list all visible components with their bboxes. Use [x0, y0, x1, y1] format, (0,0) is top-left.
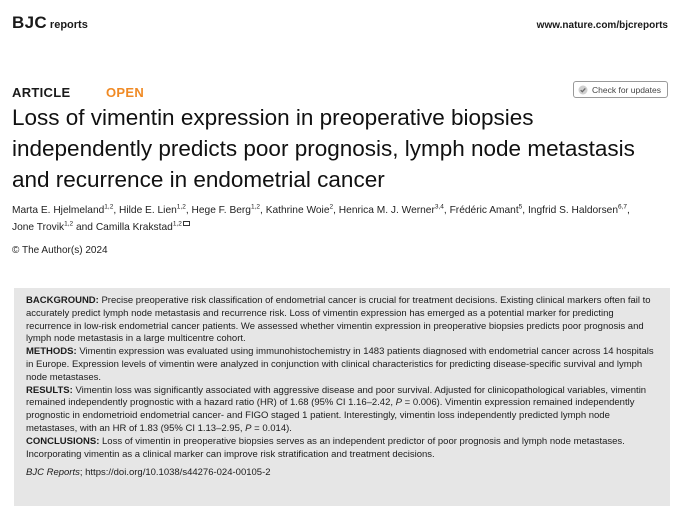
abstract-background [26, 295, 660, 346]
conclusions-text: Loss of vimentin in preoperative biopsies serves as an independent predictor of poor prognosis and lymph node metastases. Incorporating vimentin as a clinical marker can improve risk stratification and treatment decisions. [26, 435, 625, 460]
author-separator: , [443, 205, 450, 216]
conclusions-heading: CONCLUSIONS: [26, 435, 100, 447]
p-value-symbol: P [245, 422, 252, 434]
author[interactable] [450, 205, 523, 216]
methods-heading: METHODS: [26, 346, 77, 358]
author-affiliation: 5 [518, 203, 523, 211]
author-name: Ingfrid S. Haldorsen [527, 205, 618, 216]
journal-subname: reports [49, 19, 88, 31]
author-name: Henrica M. J. Werner [338, 205, 435, 216]
author-separator: , [522, 205, 528, 216]
author[interactable] [96, 222, 182, 233]
citation [26, 467, 660, 480]
citation-doi[interactable]: ; https://doi.org/10.1038/s44276-024-00105-2 [79, 467, 271, 479]
email-icon[interactable] [183, 221, 190, 226]
author-name: Marta E. Hjelmeland [12, 205, 105, 216]
abstract-methods [26, 346, 660, 384]
author-list [12, 202, 672, 236]
p-value-symbol: P [395, 397, 402, 409]
author-separator: , [185, 205, 192, 216]
author-name: Jone Trovik [12, 222, 65, 233]
article-title: Loss of vimentin expression in preoperative biopsies independently predicts poor prognosis, lymph node metastasis and recurrence in endometrial cancer [12, 105, 635, 192]
crossmark-icon [578, 85, 588, 95]
author[interactable] [12, 222, 73, 233]
author-name: Hege F. Berg [191, 205, 251, 216]
article-type: ARTICLE [12, 85, 71, 100]
check-for-updates-button[interactable] [573, 81, 668, 98]
author-affiliation: 6,7 [618, 203, 628, 211]
author[interactable] [266, 205, 333, 216]
results-text: = 0.014). [251, 422, 292, 434]
author-separator: , [333, 205, 339, 216]
results-heading: RESULTS: [26, 384, 73, 396]
citation-journal: BJC Reports [26, 467, 80, 479]
author-affiliation: 1,2 [64, 220, 74, 228]
abstract-conclusions [26, 436, 660, 462]
journal-logo [12, 13, 88, 33]
website-link[interactable]: www.nature.com/bjcreports [536, 20, 668, 31]
author-separator: , [113, 205, 120, 216]
results-text: Vimentin loss was significantly associated with aggressive disease and poor survival. Adjusted for clinicopathological variables, vimentin remained independently prognostic with a hazard ratio (HR) of 1.68 (95% CI 1.16–2.42, [26, 384, 647, 409]
author[interactable] [119, 205, 186, 216]
open-access-label: OPEN [106, 85, 145, 100]
author-affiliation: 1,2 [250, 203, 261, 211]
author-affiliation: 2 [329, 203, 334, 211]
author-separator: and [73, 222, 96, 233]
background-text: Precise preoperative risk classification of endometrial cancer is crucial for treatment decisions. Existing clinical markers often fail to accurately predict lymph node metastasis and recurrence risk. Loss of vimentin expression has emerged as a potential marker for predicting recurrence in low-risk endometrial cancer patients. We assessed whether vimentin expression in preoperative biopsies predicts poor prognosis and lymph node metastasis in a large multicentre cohort. [26, 295, 651, 345]
background-heading: BACKGROUND: [26, 295, 99, 306]
author[interactable] [528, 205, 627, 216]
author-affiliation: 1,2 [172, 220, 182, 228]
author-separator: , [260, 205, 266, 216]
author-affiliation: 1,2 [104, 203, 114, 211]
author-name: Frédéric Amant [449, 205, 519, 216]
author-affiliation: 3,4 [434, 203, 444, 211]
copyright: © The Author(s) 2024 [12, 245, 108, 256]
author-affiliation: 1,2 [176, 203, 186, 211]
journal-name: BJC [12, 13, 47, 32]
abstract-box [14, 288, 670, 506]
abstract-results [26, 385, 660, 436]
results-text: = 0.006). Vimentin expression remained independently prognostic in endometrioid endometrial cancer- and FIGO staged 1 patient. Interestingly, vimentin loss independently predicted lymph node metastases, with an HR of 1.83 (95% CI 1.13–2.95, [26, 397, 635, 434]
author-separator: , [627, 205, 630, 216]
author-name: Hilde E. Lien [119, 205, 177, 216]
author[interactable] [192, 205, 261, 216]
author-name: Camilla Krakstad [95, 222, 173, 233]
check-for-updates-label: Check for updates [592, 84, 661, 95]
author-name: Kathrine Woie [265, 205, 330, 216]
methods-text: Vimentin expression was evaluated using immunohistochemistry in 1483 patients diagnosed with endometrial cancer across 14 hospitals in Europe. Expression levels of vimentin were analyzed in conjunction with clinical characteristics for predicting disease-specific survival and lymph node metastases. [26, 346, 654, 383]
author[interactable] [339, 205, 444, 216]
author[interactable] [12, 205, 113, 216]
